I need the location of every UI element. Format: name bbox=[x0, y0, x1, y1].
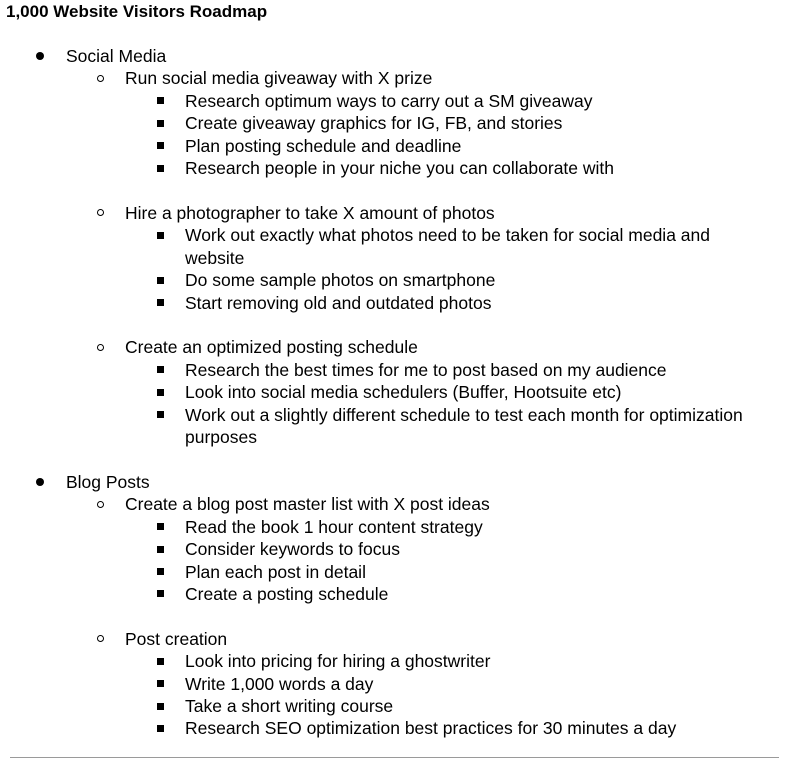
task-item: Write 1,000 words a day bbox=[185, 673, 374, 694]
circle-bullet-icon bbox=[97, 635, 104, 642]
task-item: Look into pricing for hiring a ghostwriter bbox=[185, 651, 491, 672]
section-heading: Blog Posts bbox=[66, 471, 150, 492]
subtopic-item: Post creation bbox=[125, 628, 228, 649]
task-item: Look into social media schedulers (Buffer, Hootsuite etc) bbox=[185, 382, 622, 403]
square-bullet-icon bbox=[157, 120, 164, 127]
circle-bullet-icon bbox=[97, 75, 104, 82]
task-item: Work out exactly what photos need to be taken for social media and bbox=[185, 225, 710, 246]
task-item: Research SEO optimization best practices for 30 minutes a day bbox=[185, 718, 677, 739]
task-item: purposes bbox=[185, 427, 257, 447]
square-bullet-icon bbox=[157, 97, 164, 104]
square-bullet-icon bbox=[157, 277, 164, 284]
task-item: website bbox=[185, 247, 245, 268]
square-bullet-icon bbox=[157, 142, 164, 149]
page-divider bbox=[10, 757, 779, 758]
square-bullet-icon bbox=[157, 366, 164, 373]
task-item: Read the book 1 hour content strategy bbox=[185, 516, 483, 537]
square-bullet-icon bbox=[157, 523, 164, 530]
square-bullet-icon bbox=[157, 568, 164, 575]
square-bullet-icon bbox=[157, 165, 164, 172]
task-item: Take a short writing course bbox=[185, 696, 394, 716]
section-heading: Social Media bbox=[66, 46, 167, 66]
task-item: Create giveaway graphics for IG, FB, and stories bbox=[185, 113, 563, 134]
square-bullet-icon bbox=[157, 546, 164, 553]
document-title: 1,000 Website Visitors Roadmap bbox=[6, 2, 268, 21]
disc-bullet-icon bbox=[36, 52, 44, 60]
square-bullet-icon bbox=[157, 232, 164, 239]
subtopic-item: Create an optimized posting schedule bbox=[125, 337, 418, 358]
task-item: Do some sample photos on smartphone bbox=[185, 270, 496, 291]
square-bullet-icon bbox=[157, 658, 164, 665]
square-bullet-icon bbox=[157, 299, 164, 306]
square-bullet-icon bbox=[157, 411, 164, 418]
task-item: Research people in your niche you can collaborate with bbox=[185, 158, 615, 178]
task-item: Create a posting schedule bbox=[185, 583, 389, 604]
square-bullet-icon bbox=[157, 703, 164, 710]
square-bullet-icon bbox=[157, 680, 164, 687]
square-bullet-icon bbox=[157, 389, 164, 396]
task-item: Research the best times for me to post based on my audience bbox=[185, 359, 667, 380]
subtopic-item: Run social media giveaway with X prize bbox=[125, 68, 433, 89]
subtopic-item: Create a blog post master list with X post ideas bbox=[125, 494, 490, 515]
subtopic-item: Hire a photographer to take X amount of photos bbox=[125, 202, 495, 223]
disc-bullet-icon bbox=[36, 478, 44, 486]
task-item: Start removing old and outdated photos bbox=[185, 292, 492, 313]
task-item: Plan posting schedule and deadline bbox=[185, 135, 462, 156]
task-item: Research optimum ways to carry out a SM giveaway bbox=[185, 90, 593, 111]
circle-bullet-icon bbox=[97, 501, 104, 508]
task-item: Plan each post in detail bbox=[185, 561, 366, 582]
circle-bullet-icon bbox=[97, 209, 104, 216]
square-bullet-icon bbox=[157, 590, 164, 597]
circle-bullet-icon bbox=[97, 344, 104, 351]
task-item: Work out a slightly different schedule to test each month for optimization bbox=[185, 404, 743, 425]
square-bullet-icon bbox=[157, 725, 164, 732]
task-item: Consider keywords to focus bbox=[185, 539, 400, 560]
